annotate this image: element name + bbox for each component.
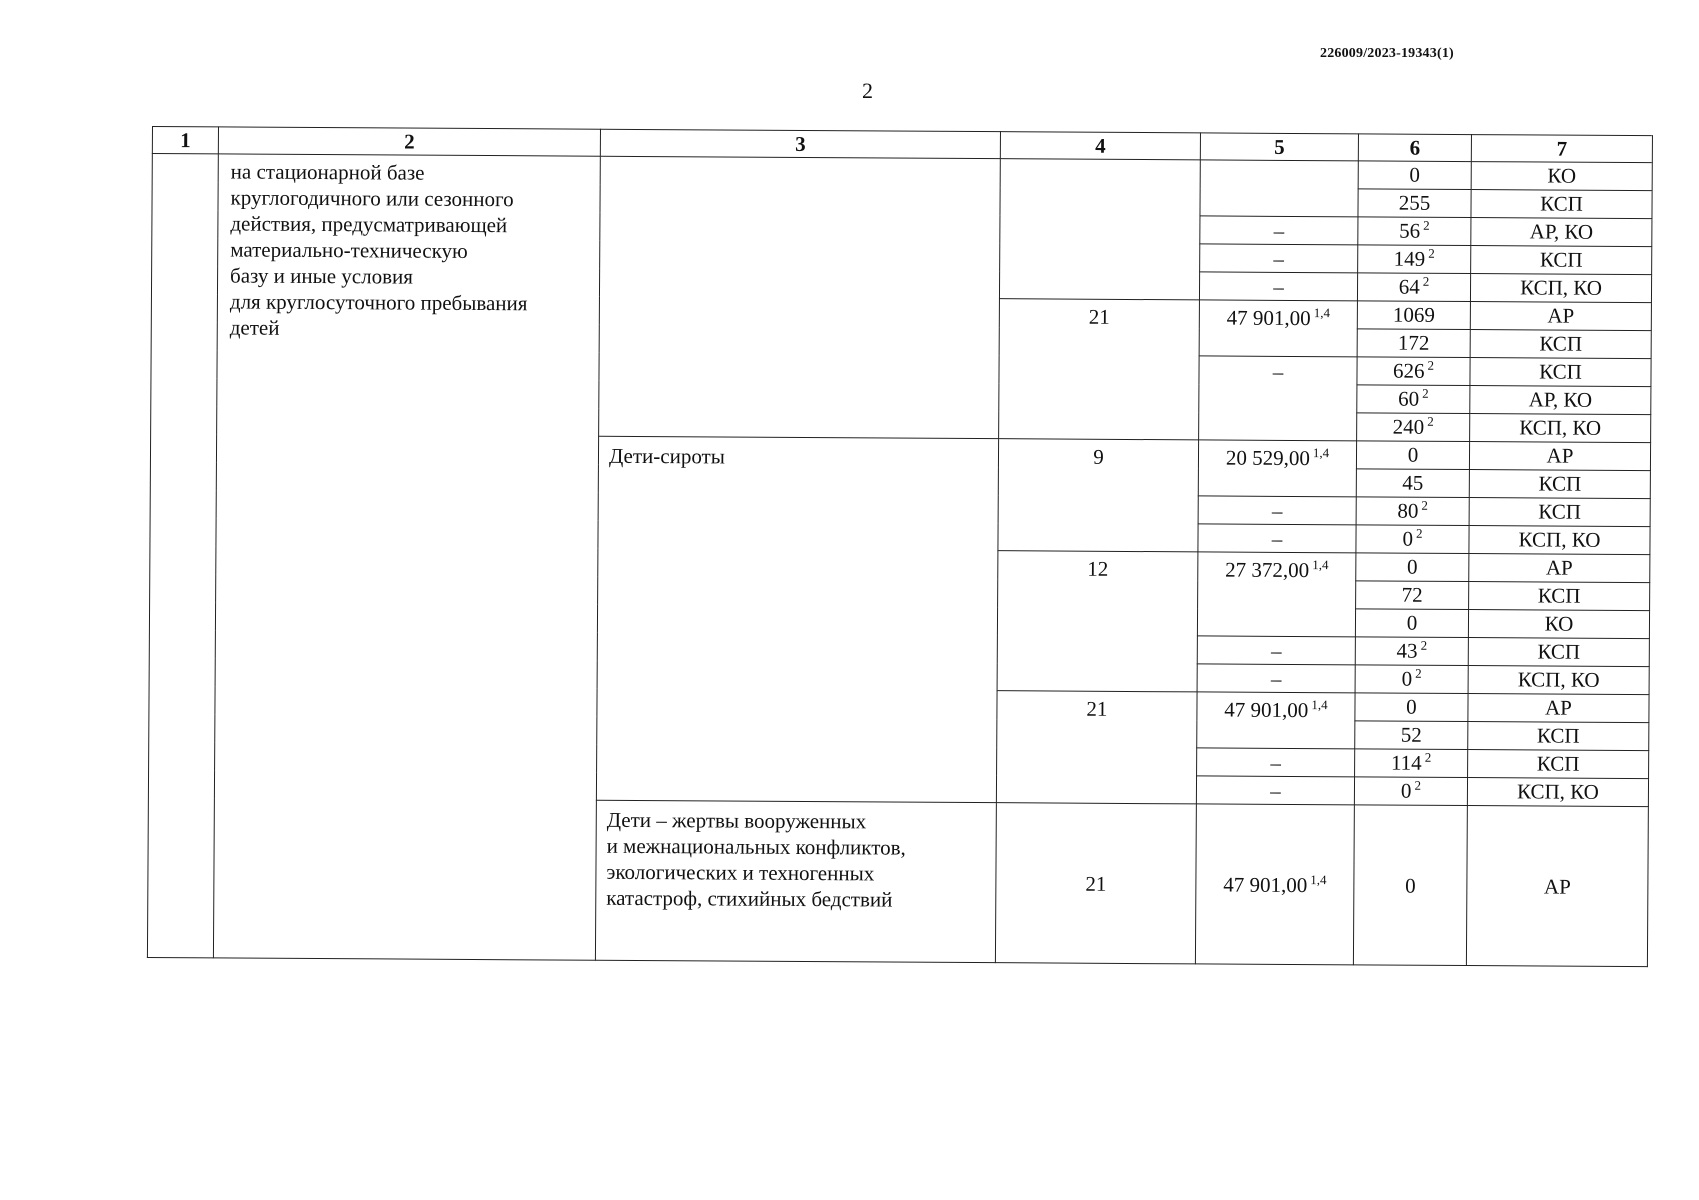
funding-type-cell: КСП — [1470, 358, 1651, 387]
cell-value: 43 — [1396, 638, 1418, 663]
footnote-superscript: 2 — [1422, 273, 1430, 289]
quantity-cell — [1358, 217, 1471, 246]
header-cell: 6 — [1358, 134, 1471, 162]
funding-type-cell: АР, КО — [1470, 386, 1651, 415]
document-id: 226009/2023-19343(1) — [1320, 46, 1454, 61]
funding-type-cell: АР — [1470, 302, 1651, 331]
footnote-superscript: 2 — [1423, 217, 1430, 233]
service-description-line: детей — [229, 315, 280, 340]
days-cell: 21 — [999, 299, 1200, 440]
cell-value: 240 — [1392, 414, 1425, 439]
cell-value: 47 901,00 — [1226, 305, 1311, 331]
quantity-cell — [1354, 777, 1467, 806]
funding-type-cell: КСП — [1468, 722, 1649, 751]
cell-value: 47 901,00 — [1223, 872, 1308, 897]
quantity-cell — [1355, 693, 1468, 722]
footnote-superscript: 1,4 — [1312, 557, 1329, 573]
footnote-superscript: 2 — [1415, 525, 1423, 541]
service-description-line: действия, предусматривающей — [230, 211, 508, 238]
funding-type-cell: КСП — [1471, 246, 1652, 275]
cost-dash-cell: – — [1198, 496, 1356, 525]
quantity-cell — [1357, 413, 1470, 442]
page-number: 2 — [862, 78, 873, 103]
funding-type-cell: КО — [1468, 610, 1649, 639]
quantity-cell — [1357, 329, 1470, 358]
quantity-cell — [1355, 609, 1468, 638]
funding-type-cell: КСП, КО — [1467, 778, 1648, 807]
tariff-table-wrapper — [147, 126, 1652, 967]
cell-value: 255 — [1398, 190, 1431, 215]
category-line: Дети – жертвы вооруженных — [606, 807, 867, 834]
quantity-cell — [1356, 581, 1469, 610]
header-cell: 7 — [1471, 135, 1652, 163]
category-cell: Дети-сироты — [596, 436, 998, 802]
footnote-superscript: 2 — [1424, 749, 1432, 765]
service-description-line: базу и иные условия — [230, 263, 414, 289]
category-cell-empty — [599, 156, 1001, 438]
cost-dash-cell: – — [1196, 776, 1354, 805]
header-cell: 2 — [218, 127, 600, 156]
quantity-cell — [1358, 245, 1471, 274]
funding-type-cell: КСП — [1469, 470, 1650, 499]
service-description-cell — [213, 154, 600, 960]
footnote-superscript: 2 — [1427, 357, 1435, 373]
cell-value: 149 — [1393, 246, 1426, 271]
cell-value: 56 — [1399, 218, 1421, 243]
cost-cell — [1197, 552, 1356, 637]
quantity-cell — [1356, 469, 1469, 498]
service-description-line: круглогодичного или сезонного — [230, 185, 514, 212]
quantity-cell — [1357, 357, 1470, 386]
days-cell: 9 — [998, 439, 1199, 552]
footnote-superscript: 2 — [1415, 665, 1422, 681]
quantity-cell — [1357, 301, 1470, 330]
days-cell: 12 — [997, 551, 1198, 692]
header-cell: 1 — [152, 127, 218, 154]
days-cell: 21 — [995, 803, 1196, 964]
funding-type-cell: КСП — [1469, 498, 1650, 527]
funding-type-cell: АР, КО — [1471, 218, 1652, 247]
quantity-cell — [1355, 665, 1468, 694]
quantity-cell — [1358, 189, 1471, 218]
days-cell-empty — [999, 159, 1200, 300]
funding-type-cell: АР — [1468, 694, 1649, 723]
funding-type-cell: КСП — [1470, 330, 1651, 359]
cost-dash-cell: – — [1198, 524, 1356, 553]
quantity-cell — [1357, 385, 1470, 414]
cell-value: 64 — [1398, 274, 1420, 299]
footnote-superscript: 1,4 — [1310, 871, 1327, 887]
cell-value: 20 529,00 — [1225, 445, 1310, 471]
cell-value: 60 — [1398, 386, 1420, 411]
cost-dash-cell: – — [1200, 216, 1358, 245]
header-cell: 3 — [600, 129, 1000, 158]
cell-value: 0 — [1407, 554, 1418, 579]
cell-value: 0 — [1407, 442, 1419, 467]
quantity-cell — [1356, 525, 1469, 554]
funding-type-cell: КСП — [1468, 638, 1649, 667]
cell-value: 47 901,00 — [1224, 697, 1309, 723]
footnote-superscript: 2 — [1414, 777, 1422, 793]
funding-type-cell: КСП — [1471, 190, 1652, 219]
quantity-cell — [1358, 161, 1471, 190]
quantity-cell — [1356, 441, 1469, 470]
footnote-superscript: 2 — [1420, 637, 1428, 653]
quantity-cell — [1355, 721, 1468, 750]
days-cell: 21 — [996, 691, 1197, 804]
service-description-line: для круглосуточного пребывания — [229, 289, 528, 316]
cell-value: 0 — [1400, 778, 1412, 803]
funding-type-cell: КСП, КО — [1468, 666, 1649, 695]
cost-dash-cell: – — [1199, 356, 1358, 441]
cell-value: 0 — [1401, 666, 1413, 691]
col1-empty-cell — [147, 154, 218, 958]
cost-cell — [1197, 692, 1355, 749]
quantity-cell: 0 — [1353, 805, 1467, 966]
cost-cell — [1199, 300, 1357, 357]
cell-value: 0 — [1406, 694, 1417, 719]
footnote-superscript: 2 — [1427, 413, 1434, 429]
footnote-superscript: 1,4 — [1312, 445, 1330, 461]
funding-type-cell: КСП — [1468, 750, 1649, 779]
cell-value: 0 — [1402, 526, 1414, 551]
funding-type-cell: КО — [1471, 162, 1652, 191]
header-cell: 5 — [1200, 133, 1358, 161]
funding-type-cell: АР — [1466, 806, 1648, 967]
cost-dash-cell: – — [1197, 664, 1355, 693]
footnote-superscript: 1,4 — [1313, 305, 1331, 321]
cell-value: 72 — [1401, 582, 1423, 607]
funding-type-cell: КСП, КО — [1470, 414, 1651, 443]
funding-type-cell: КСП, КО — [1470, 274, 1651, 303]
cost-cell-empty — [1200, 160, 1358, 217]
footnote-superscript: 1,4 — [1311, 697, 1328, 713]
cell-value: 27 372,00 — [1225, 557, 1310, 583]
cell-value: 1069 — [1392, 302, 1435, 327]
cell-value: 80 — [1397, 498, 1419, 523]
tariff-table — [147, 126, 1653, 967]
category-line: и межнациональных конфликтов, — [606, 833, 906, 860]
footnote-superscript: 2 — [1421, 497, 1429, 513]
footnote-superscript: 2 — [1422, 385, 1429, 401]
cost-dash-cell: – — [1200, 244, 1358, 273]
cell-value: 52 — [1400, 722, 1422, 747]
cell-value: 45 — [1402, 470, 1424, 495]
cost-dash-cell: – — [1197, 636, 1355, 665]
funding-type-cell: КСП — [1469, 582, 1650, 611]
quantity-cell — [1356, 553, 1469, 582]
funding-type-cell: АР — [1469, 442, 1650, 471]
cell-value: 0 — [1409, 162, 1421, 187]
category-line: экологических и техногенных — [606, 859, 875, 886]
footnote-superscript: 2 — [1428, 245, 1435, 261]
cost-cell — [1198, 440, 1356, 497]
cost-cell — [1195, 804, 1354, 965]
header-cell: 4 — [1000, 132, 1200, 160]
cell-value: 0 — [1406, 610, 1418, 635]
service-description-line: на стационарной базе — [230, 159, 425, 185]
quantity-cell — [1357, 273, 1470, 302]
cost-dash-cell: – — [1199, 272, 1357, 301]
service-description-line: материально-техническую — [230, 237, 468, 263]
category-cell — [595, 800, 996, 962]
funding-type-cell: АР — [1469, 554, 1650, 583]
cost-dash-cell: – — [1197, 748, 1355, 777]
cell-value: 114 — [1390, 750, 1422, 775]
category-line: катастроф, стихийных бедствий — [606, 885, 893, 912]
quantity-cell — [1356, 497, 1469, 526]
cell-value: 172 — [1397, 330, 1430, 355]
quantity-cell — [1355, 749, 1468, 778]
quantity-cell — [1355, 637, 1468, 666]
cell-value: 626 — [1392, 358, 1425, 383]
funding-type-cell: КСП, КО — [1469, 526, 1650, 555]
